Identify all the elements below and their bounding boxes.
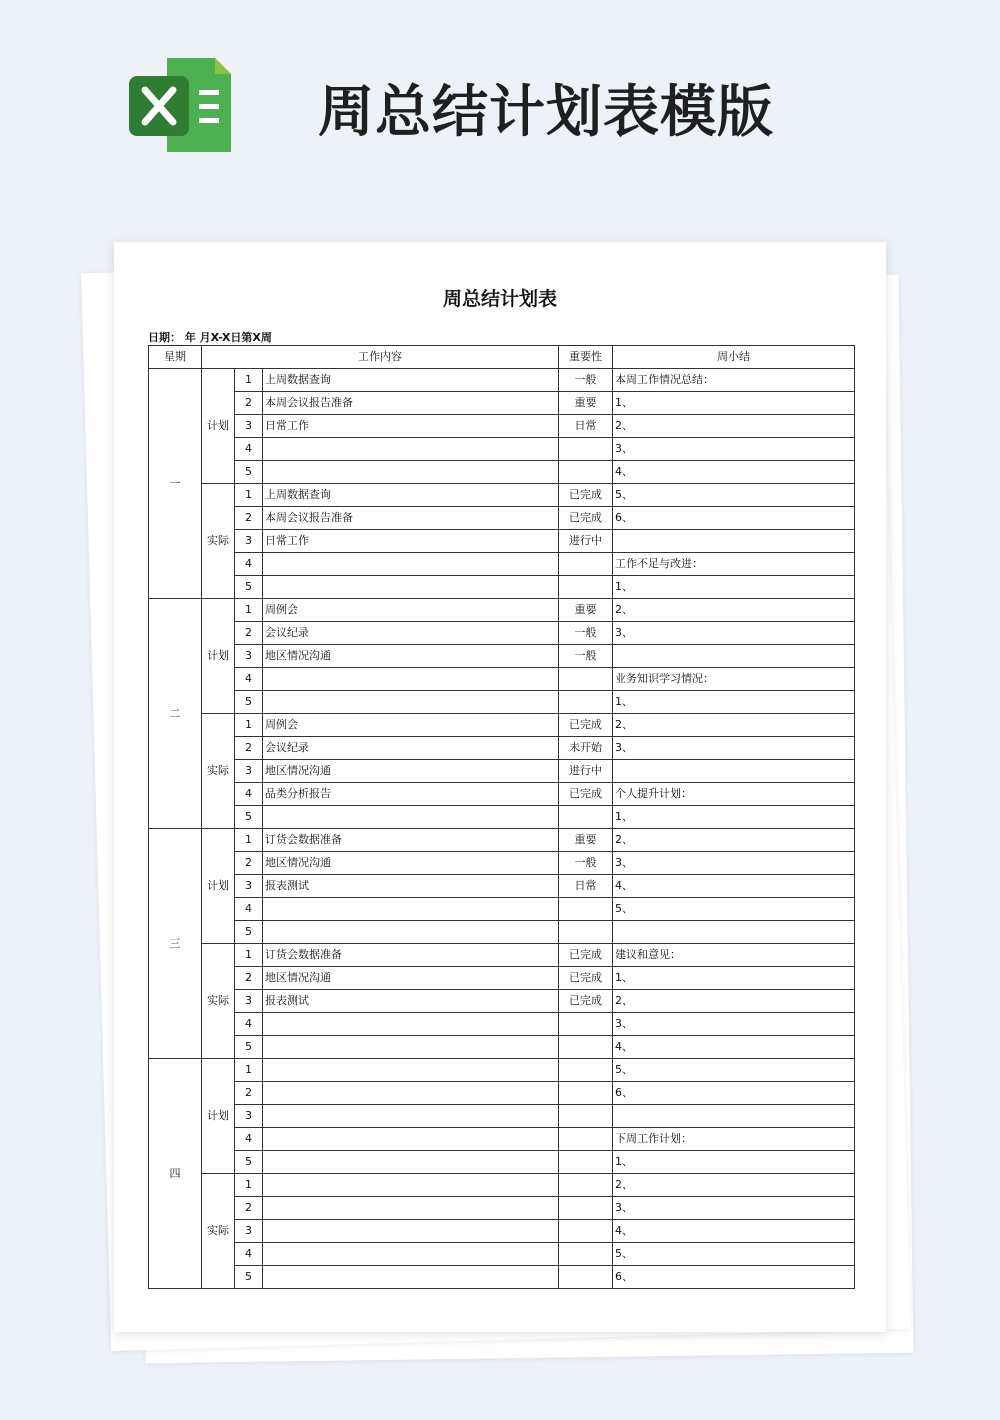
no-cell[interactable]: 1 xyxy=(235,1059,263,1082)
content-cell[interactable]: 报表测试 xyxy=(263,875,559,898)
summary-cell[interactable] xyxy=(613,1105,855,1128)
content-cell[interactable] xyxy=(263,461,559,484)
content-cell[interactable] xyxy=(263,691,559,714)
no-cell[interactable]: 4 xyxy=(235,553,263,576)
summary-cell[interactable]: 建议和意见： xyxy=(613,944,855,967)
content-cell[interactable] xyxy=(263,1243,559,1266)
type-cell: 计划 xyxy=(202,1059,235,1174)
no-cell[interactable]: 3 xyxy=(235,1105,263,1128)
content-cell[interactable] xyxy=(263,1036,559,1059)
summary-cell[interactable]: 1、 xyxy=(613,392,855,415)
summary-cell[interactable]: 下周工作计划： xyxy=(613,1128,855,1151)
table-row xyxy=(149,898,855,921)
importance-cell[interactable]: 一般 xyxy=(559,369,613,392)
table-row xyxy=(149,1082,855,1105)
importance-cell[interactable] xyxy=(559,691,613,714)
no-cell[interactable]: 1 xyxy=(235,369,263,392)
importance-cell[interactable] xyxy=(559,668,613,691)
table-row xyxy=(149,691,855,714)
importance-cell[interactable]: 日常 xyxy=(559,875,613,898)
content-cell[interactable] xyxy=(263,1266,559,1289)
importance-cell[interactable]: 已完成 xyxy=(559,990,613,1013)
no-cell[interactable]: 4 xyxy=(235,783,263,806)
content-cell[interactable] xyxy=(263,1151,559,1174)
importance-cell[interactable] xyxy=(559,1013,613,1036)
no-cell[interactable]: 2 xyxy=(235,1082,263,1105)
content-cell[interactable]: 会议纪录 xyxy=(263,622,559,645)
importance-cell[interactable]: 已完成 xyxy=(559,714,613,737)
content-cell[interactable] xyxy=(263,1197,559,1220)
table-row xyxy=(149,829,855,852)
no-cell[interactable]: 4 xyxy=(235,438,263,461)
no-cell[interactable]: 5 xyxy=(235,921,263,944)
content-cell[interactable] xyxy=(263,806,559,829)
date-line: 日期： 年 月X-X日第X周 xyxy=(148,331,272,344)
no-cell[interactable]: 4 xyxy=(235,1243,263,1266)
no-cell[interactable]: 3 xyxy=(235,990,263,1013)
weekly-plan-table xyxy=(148,345,855,1289)
summary-cell[interactable] xyxy=(613,760,855,783)
table-row xyxy=(149,553,855,576)
no-cell[interactable]: 5 xyxy=(235,1036,263,1059)
table-row xyxy=(149,392,855,415)
importance-cell[interactable]: 重要 xyxy=(559,599,613,622)
no-cell[interactable]: 4 xyxy=(235,1128,263,1151)
summary-cell[interactable]: 6、 xyxy=(613,1082,855,1105)
no-cell[interactable]: 5 xyxy=(235,1151,263,1174)
type-cell: 计划 xyxy=(202,599,235,714)
no-cell[interactable]: 2 xyxy=(235,1197,263,1220)
type-cell: 实际 xyxy=(202,484,235,599)
summary-cell[interactable]: 6、 xyxy=(613,507,855,530)
importance-cell[interactable] xyxy=(559,1105,613,1128)
importance-cell[interactable] xyxy=(559,1174,613,1197)
table-row xyxy=(149,1128,855,1151)
table-row xyxy=(149,1197,855,1220)
summary-cell[interactable]: 2、 xyxy=(613,1174,855,1197)
content-cell[interactable]: 周例会 xyxy=(263,714,559,737)
content-cell[interactable]: 地区情况沟通 xyxy=(263,852,559,875)
content-cell[interactable]: 上周数据查询 xyxy=(263,369,559,392)
content-cell[interactable]: 地区情况沟通 xyxy=(263,967,559,990)
summary-cell[interactable]: 3、 xyxy=(613,852,855,875)
summary-cell[interactable]: 1、 xyxy=(613,967,855,990)
importance-cell[interactable] xyxy=(559,1128,613,1151)
type-cell: 实际 xyxy=(202,1174,235,1289)
table-row xyxy=(149,944,855,967)
importance-cell[interactable]: 一般 xyxy=(559,852,613,875)
header-content: 工作内容 xyxy=(202,346,559,369)
table-row xyxy=(149,369,855,392)
importance-cell[interactable] xyxy=(559,806,613,829)
importance-cell[interactable]: 已完成 xyxy=(559,944,613,967)
importance-cell[interactable] xyxy=(559,1151,613,1174)
table-row xyxy=(149,1243,855,1266)
importance-cell[interactable]: 一般 xyxy=(559,645,613,668)
importance-cell[interactable] xyxy=(559,553,613,576)
no-cell[interactable]: 1 xyxy=(235,829,263,852)
content-cell[interactable]: 周例会 xyxy=(263,599,559,622)
content-cell[interactable]: 报表测试 xyxy=(263,990,559,1013)
excel-icon xyxy=(127,56,233,156)
summary-cell[interactable]: 2、 xyxy=(613,990,855,1013)
content-cell[interactable]: 地区情况沟通 xyxy=(263,645,559,668)
importance-cell[interactable]: 重要 xyxy=(559,392,613,415)
importance-cell[interactable]: 已完成 xyxy=(559,484,613,507)
content-cell[interactable] xyxy=(263,668,559,691)
no-cell[interactable]: 2 xyxy=(235,392,263,415)
content-cell[interactable]: 地区情况沟通 xyxy=(263,760,559,783)
no-cell[interactable]: 4 xyxy=(235,668,263,691)
importance-cell[interactable] xyxy=(559,898,613,921)
table-body xyxy=(149,369,855,1289)
table-row xyxy=(149,645,855,668)
table-row xyxy=(149,1266,855,1289)
no-cell[interactable]: 5 xyxy=(235,461,263,484)
summary-cell[interactable] xyxy=(613,645,855,668)
table-row xyxy=(149,622,855,645)
summary-cell[interactable]: 2、 xyxy=(613,829,855,852)
content-cell[interactable] xyxy=(263,921,559,944)
content-cell[interactable] xyxy=(263,1082,559,1105)
no-cell[interactable]: 4 xyxy=(235,1013,263,1036)
no-cell[interactable]: 5 xyxy=(235,1266,263,1289)
no-cell[interactable]: 1 xyxy=(235,714,263,737)
no-cell[interactable]: 2 xyxy=(235,622,263,645)
summary-cell[interactable]: 4、 xyxy=(613,1220,855,1243)
table-row xyxy=(149,967,855,990)
content-cell[interactable] xyxy=(263,553,559,576)
table-row xyxy=(149,1174,855,1197)
table-row xyxy=(149,507,855,530)
table-row xyxy=(149,875,855,898)
content-cell[interactable]: 上周数据查询 xyxy=(263,484,559,507)
importance-cell[interactable]: 已完成 xyxy=(559,967,613,990)
summary-cell[interactable]: 5、 xyxy=(613,898,855,921)
importance-cell[interactable]: 已完成 xyxy=(559,783,613,806)
content-cell[interactable]: 订货会数据准备 xyxy=(263,944,559,967)
table-row xyxy=(149,783,855,806)
summary-cell[interactable]: 1、 xyxy=(613,806,855,829)
content-cell[interactable]: 日常工作 xyxy=(263,530,559,553)
summary-cell[interactable]: 3、 xyxy=(613,1197,855,1220)
no-cell[interactable]: 2 xyxy=(235,852,263,875)
importance-cell[interactable]: 一般 xyxy=(559,622,613,645)
summary-cell[interactable]: 业务知识学习情况： xyxy=(613,668,855,691)
table-row xyxy=(149,599,855,622)
table-row xyxy=(149,576,855,599)
no-cell[interactable]: 5 xyxy=(235,691,263,714)
summary-cell[interactable] xyxy=(613,530,855,553)
no-cell[interactable]: 1 xyxy=(235,599,263,622)
summary-cell[interactable] xyxy=(613,921,855,944)
page-header xyxy=(0,0,1000,200)
table-row xyxy=(149,806,855,829)
summary-cell[interactable]: 1、 xyxy=(613,691,855,714)
table-row xyxy=(149,1105,855,1128)
no-cell[interactable]: 2 xyxy=(235,507,263,530)
no-cell[interactable]: 5 xyxy=(235,806,263,829)
document-title: 周总结计划表 xyxy=(442,288,557,310)
content-cell[interactable] xyxy=(263,1105,559,1128)
summary-cell[interactable]: 4、 xyxy=(613,1036,855,1059)
table-row xyxy=(149,852,855,875)
no-cell[interactable]: 3 xyxy=(235,875,263,898)
summary-cell[interactable]: 5、 xyxy=(613,1243,855,1266)
no-cell[interactable]: 3 xyxy=(235,760,263,783)
importance-cell[interactable] xyxy=(559,1059,613,1082)
type-cell: 计划 xyxy=(202,829,235,944)
summary-cell[interactable]: 3、 xyxy=(613,737,855,760)
content-cell[interactable]: 本周会议报告准备 xyxy=(263,392,559,415)
content-cell[interactable]: 会议纪录 xyxy=(263,737,559,760)
day-cell: 一 xyxy=(149,369,202,599)
content-cell[interactable]: 本周会议报告准备 xyxy=(263,507,559,530)
content-cell[interactable] xyxy=(263,1128,559,1151)
importance-cell[interactable] xyxy=(559,921,613,944)
summary-cell[interactable]: 1、 xyxy=(613,1151,855,1174)
importance-cell[interactable]: 进行中 xyxy=(559,530,613,553)
summary-cell[interactable]: 4、 xyxy=(613,875,855,898)
header-summary: 周小结 xyxy=(613,346,855,369)
table-row xyxy=(149,990,855,1013)
no-cell[interactable]: 3 xyxy=(235,415,263,438)
table-row xyxy=(149,760,855,783)
page-title: 周总结计划表模版 xyxy=(318,80,774,145)
table-row xyxy=(149,1059,855,1082)
summary-cell[interactable]: 4、 xyxy=(613,461,855,484)
day-cell: 四 xyxy=(149,1059,202,1289)
summary-cell[interactable]: 1、 xyxy=(613,576,855,599)
no-cell[interactable]: 3 xyxy=(235,645,263,668)
importance-cell[interactable]: 日常 xyxy=(559,415,613,438)
importance-cell[interactable] xyxy=(559,1036,613,1059)
table-row xyxy=(149,484,855,507)
summary-cell[interactable]: 3、 xyxy=(613,1013,855,1036)
summary-cell[interactable]: 个人提升计划： xyxy=(613,783,855,806)
importance-cell[interactable] xyxy=(559,1197,613,1220)
content-cell[interactable]: 订货会数据准备 xyxy=(263,829,559,852)
day-cell: 二 xyxy=(149,599,202,829)
summary-cell[interactable]: 6、 xyxy=(613,1266,855,1289)
importance-cell[interactable] xyxy=(559,1082,613,1105)
document-sheet xyxy=(114,242,886,1332)
no-cell[interactable]: 5 xyxy=(235,576,263,599)
importance-cell[interactable] xyxy=(559,461,613,484)
table-row xyxy=(149,668,855,691)
importance-cell[interactable] xyxy=(559,1243,613,1266)
summary-cell[interactable]: 5、 xyxy=(613,1059,855,1082)
summary-cell[interactable]: 本周工作情况总结： xyxy=(613,369,855,392)
importance-cell[interactable]: 重要 xyxy=(559,829,613,852)
no-cell[interactable]: 1 xyxy=(235,484,263,507)
summary-cell[interactable]: 工作不足与改进： xyxy=(613,553,855,576)
table-row xyxy=(149,737,855,760)
importance-cell[interactable] xyxy=(559,1220,613,1243)
summary-cell[interactable]: 3、 xyxy=(613,438,855,461)
header-day: 星期 xyxy=(149,346,202,369)
importance-cell[interactable]: 已完成 xyxy=(559,507,613,530)
importance-cell[interactable]: 进行中 xyxy=(559,760,613,783)
table-row xyxy=(149,438,855,461)
content-cell[interactable] xyxy=(263,898,559,921)
type-cell: 实际 xyxy=(202,714,235,829)
importance-cell[interactable] xyxy=(559,438,613,461)
content-cell[interactable]: 品类分析报告 xyxy=(263,783,559,806)
table-header-row xyxy=(149,346,855,369)
table-row xyxy=(149,1220,855,1243)
table-row xyxy=(149,1151,855,1174)
content-cell[interactable] xyxy=(263,1220,559,1243)
importance-cell[interactable] xyxy=(559,1266,613,1289)
summary-cell[interactable]: 3、 xyxy=(613,622,855,645)
importance-cell[interactable] xyxy=(559,576,613,599)
table-row xyxy=(149,461,855,484)
header-importance: 重要性 xyxy=(559,346,613,369)
no-cell[interactable]: 3 xyxy=(235,530,263,553)
table-row xyxy=(149,530,855,553)
table-row xyxy=(149,714,855,737)
content-cell[interactable] xyxy=(263,438,559,461)
summary-cell[interactable]: 2、 xyxy=(613,599,855,622)
table-row xyxy=(149,415,855,438)
no-cell[interactable]: 2 xyxy=(235,967,263,990)
type-cell: 实际 xyxy=(202,944,235,1059)
no-cell[interactable]: 2 xyxy=(235,737,263,760)
content-cell[interactable] xyxy=(263,1013,559,1036)
content-cell[interactable] xyxy=(263,1059,559,1082)
table-row xyxy=(149,921,855,944)
no-cell[interactable]: 1 xyxy=(235,944,263,967)
table-row xyxy=(149,1036,855,1059)
content-cell[interactable]: 日常工作 xyxy=(263,415,559,438)
summary-cell[interactable]: 5、 xyxy=(613,484,855,507)
no-cell[interactable]: 3 xyxy=(235,1220,263,1243)
summary-cell[interactable]: 2、 xyxy=(613,714,855,737)
table-row xyxy=(149,1013,855,1036)
no-cell[interactable]: 4 xyxy=(235,898,263,921)
content-cell[interactable] xyxy=(263,576,559,599)
no-cell[interactable]: 1 xyxy=(235,1174,263,1197)
type-cell: 计划 xyxy=(202,369,235,484)
importance-cell[interactable]: 未开始 xyxy=(559,737,613,760)
content-cell[interactable] xyxy=(263,1174,559,1197)
summary-cell[interactable]: 2、 xyxy=(613,415,855,438)
day-cell: 三 xyxy=(149,829,202,1059)
